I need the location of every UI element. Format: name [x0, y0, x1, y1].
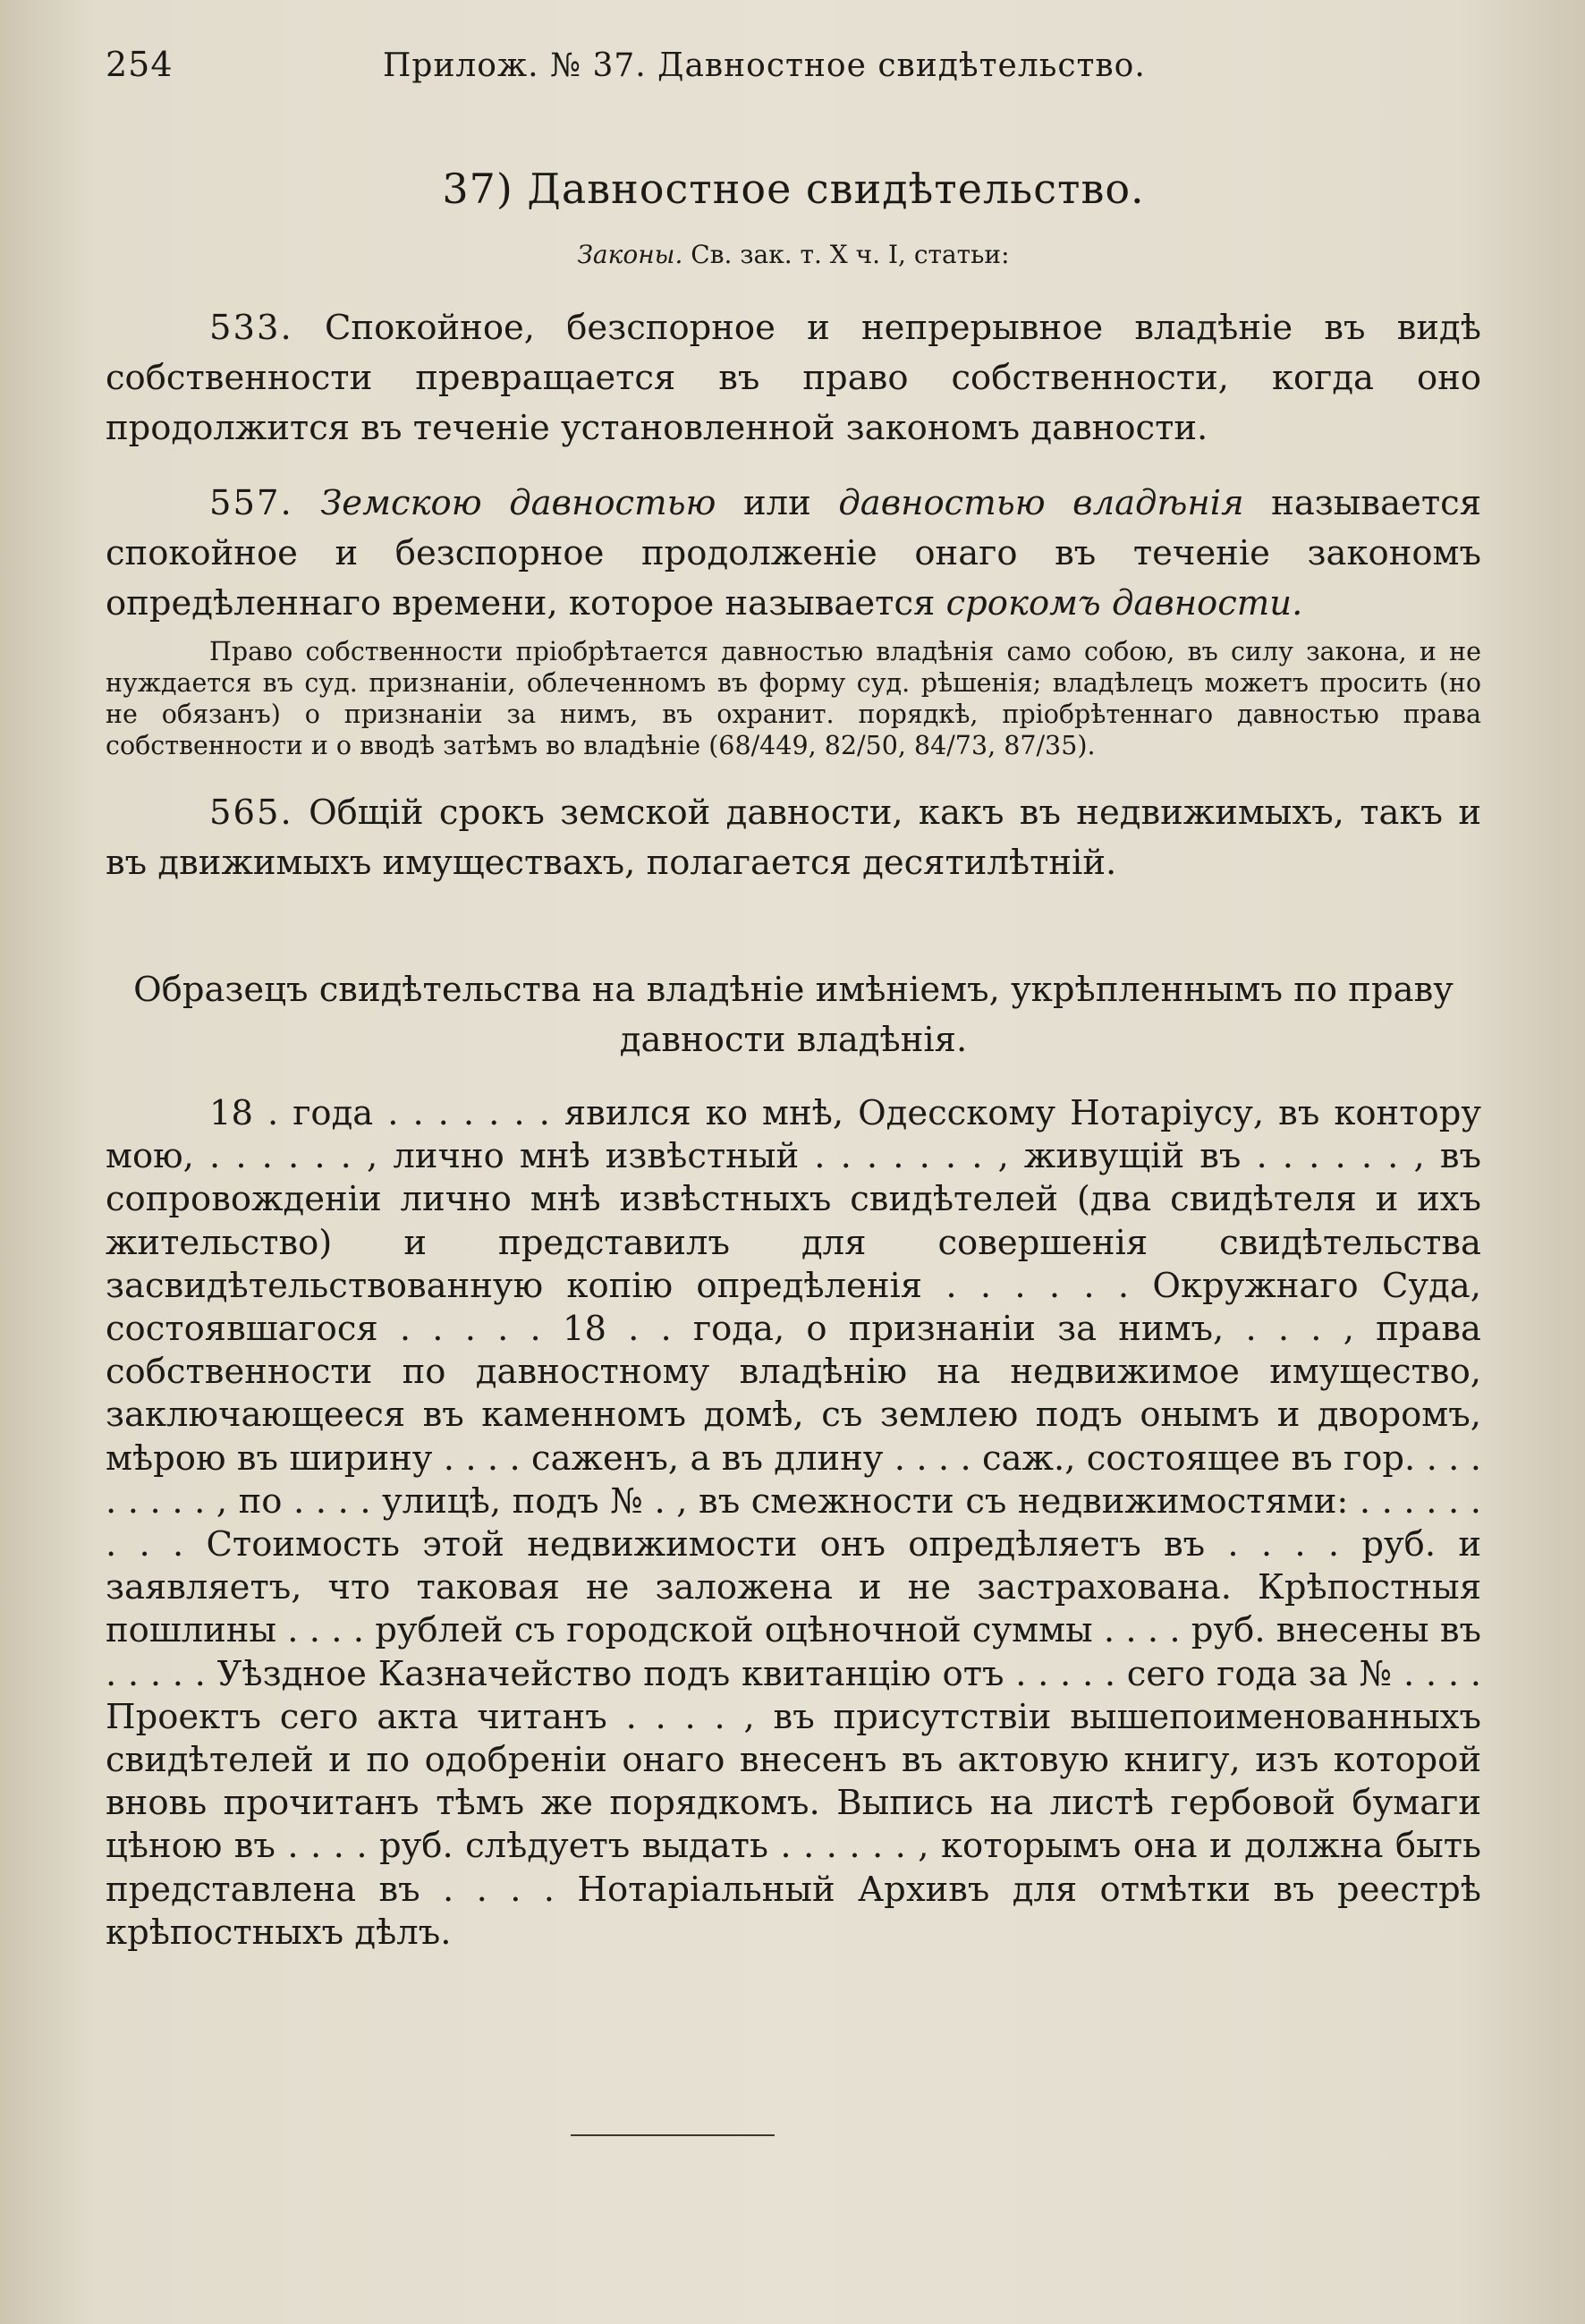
running-title: Прилож. № 37. Давностное свидѣтельство. — [383, 47, 1146, 84]
article-text: Спокойное, безспорное и непрерывное владѣніе въ видѣ собственности превращается въ право собственности, когда оно продолжится въ теченіе установленной закономъ давности. — [106, 308, 1481, 448]
article-557-note: Право собственности пріобрѣтается давностью владѣнія само собою, въ силу закона, и не нуждается въ суд. признаніи, облеченномъ въ форму суд. рѣшенія; владѣлецъ можетъ просить (но не обязанъ) о признаніи за нимъ, въ охранит. порядкѣ, пріобрѣтеннаго давностью права собственности и о вводѣ затѣмъ во владѣніе (68/449, 82/50, 84/73, 87/35). — [106, 637, 1481, 760]
article-number: 533. — [209, 308, 293, 348]
conjunction-text: или — [743, 483, 811, 523]
section-title: 37) Давностное свидѣтельство. — [442, 165, 1145, 213]
laws-label: Законы. — [577, 240, 683, 269]
article-number: 557. — [209, 483, 293, 523]
page-number: 254 — [106, 45, 174, 84]
running-header — [106, 45, 1481, 97]
page-content — [106, 45, 1481, 1955]
article-text: Общій срокъ земской давности, какъ въ недвижимыхъ, такъ и въ движимыхъ имуществахъ, полагается десятилѣтній. — [106, 793, 1481, 883]
laws-ref-text: Св. зак. т. X ч. I, статьи: — [691, 240, 1010, 269]
sample-title: Образецъ свидѣтельства на владѣніе имѣніемъ, укрѣпленнымъ по праву давности владѣнія. — [133, 970, 1454, 1060]
term-srok-davnosti: срокомъ давности. — [945, 583, 1303, 623]
closing-rule — [571, 2134, 775, 2136]
laws-reference — [106, 240, 1481, 269]
article-text: называется спокойное и безспорное продолженіе онаго въ теченіе закономъ опредѣленнаго времени, которое называется — [106, 483, 1481, 623]
sample-body: 18 . года . . . . . . . явился ко мнѣ, Одесскому Нотаріусу, въ контору мою, . . . . . . , лично мнѣ извѣстный . . . . . . . , живущій въ . . . . . . , въ сопровожденіи лично мнѣ извѣстныхъ свидѣтелей (два свидѣтеля и ихъ жительство) и представилъ для совершенія свидѣтельства засвидѣтельствованную копію опредѣленія . . . . . . Окружнаго Суда, состоявшагося . . . . . 18 . . года, о признаніи за нимъ, . . . , права собственности по давностному владѣнію на недвижимое имущество, заключающееся въ каменномъ домѣ, съ землею подъ онымъ и дворомъ, мѣрою въ ширину . . . . саженъ, а въ длину . . . . саж., состоящее въ гор. . . . . . . . . , по . . . . улицѣ, подъ № . , въ смежности съ недвижимостями: . . . . . . . . . Стоимость этой недвижимости онъ опредѣляетъ въ . . . . руб. и заявляетъ, что таковая не заложена и не застрахована. Крѣпостныя пошлины . . . . рублей съ городской оцѣночной суммы . . . . руб. внесены въ . . . . . Уѣздное Казначейство подъ квитанцію отъ . . . . . сего года за № . . . . Проектъ сего акта читанъ . . . . , въ присутствіи вышепоименованныхъ свидѣтелей и по одобреніи онаго внесенъ въ актовую книгу, изъ которой вновь прочитанъ тѣмъ же порядкомъ. Выпись на листѣ гербовой бумаги цѣною въ . . . . руб. слѣдуетъ выдать . . . . . . , которымъ она и должна быть представлена въ . . . . Нотаріальный Архивъ для отмѣтки въ реестрѣ крѣпостныхъ дѣлъ. — [106, 1093, 1481, 1953]
term-zemskaya-davnost: Земскою давностью — [320, 483, 716, 523]
article-number: 565. — [209, 793, 293, 833]
term-davnost-vladeniya: давностью владѣнія — [838, 483, 1244, 523]
article-565 — [106, 788, 1481, 888]
article-557 — [106, 479, 1481, 629]
article-533 — [106, 303, 1481, 454]
